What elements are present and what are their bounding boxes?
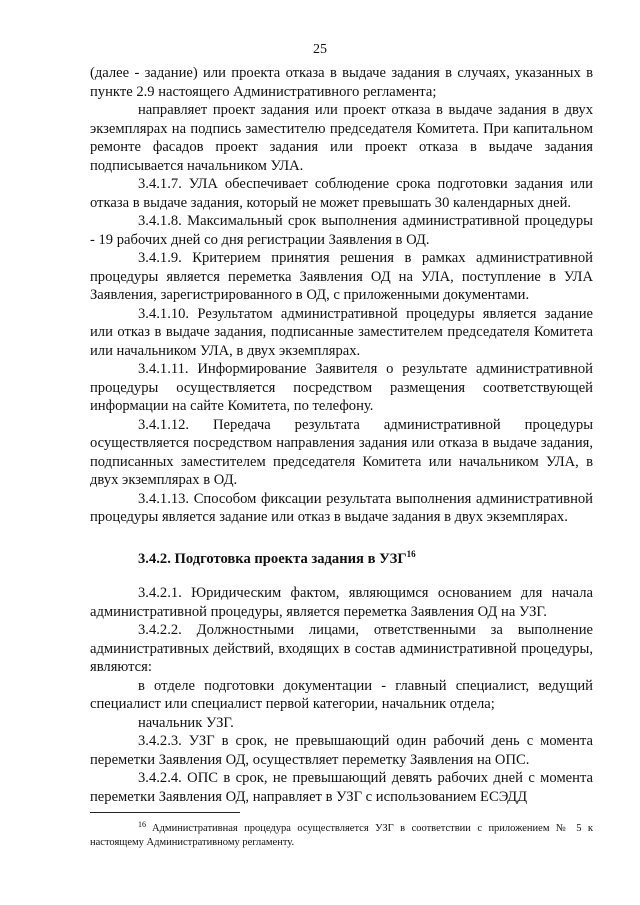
page-number: 25 [313,42,327,57]
paragraph: 3.4.1.8. Максимальный срок выполнения административной процедуры - 19 рабочих дней со дня регистрации Заявления в ОД. [90,213,593,248]
paragraph: в отделе подготовки документации - главный специалист, ведущий специалист или специалист первой категории, начальник отдела; [90,677,593,712]
paragraph: начальник УЗГ. [138,714,234,731]
footnote-mark: 16 [138,820,146,829]
paragraph: (далее - задание) или проекта отказа в выдаче задания в случаях, указанных в пункте 2.9 настоящего Административного регламента; [90,65,593,100]
section-heading-text: 3.4.2. Подготовка проекта задания в УЗГ [138,550,407,567]
footnote-reference: 16 [406,548,416,559]
paragraph: 3.4.2.4. ОПС в срок, не превышающий девять рабочих дней с момента переметки Заявления ОД, направляет в УЗГ с использованием ЕСЭДД [90,770,593,805]
paragraph: 3.4.1.12. Передача результата административной процедуры осуществляется посредством направления задания или отказа в выдаче задания, подписанных заместителем председателя Комитета или начальником УЛА, в двух экземплярах в ОД. [90,416,593,488]
paragraph: 3.4.1.7. УЛА обеспечивает соблюдение срока подготовки задания или отказа в выдаче задания, который не может превышать 30 календарных дней. [90,176,593,211]
paragraph: 3.4.1.13. Способом фиксации результата выполнения административной процедуры является задание или отказ в выдаче задания в двух экземплярах. [90,490,593,525]
paragraph: 3.4.1.10. Результатом административной процедуры является задание или отказ в выдаче задания, подписанные заместителем председателя Комитета или начальником УЛА, в двух экземплярах. [90,305,593,359]
section-heading [90,545,593,569]
paragraph: 3.4.1.11. Информирование Заявителя о результате административной процедуры осуществляется посредством размещения соответствующей информации на сайте Комитета, по телефону. [90,361,593,414]
document-body [90,64,593,806]
paragraph: 3.4.1.9. Критерием принятия решения в рамках административной процедуры является переметка Заявления ОД на УЛА, поступление в УЛА Заявления, зарегистрированного в ОД, с приложенными документами. [90,250,593,303]
paragraph: направляет проект задания или проект отказа в выдаче задания в двух экземплярах на подпись заместителю председателя Комитета. При капитальном ремонте фасадов проект задания или проект отказа в выдаче задания подписывается начальником УЛА. [90,102,593,174]
paragraph: 3.4.2.2. Должностными лицами, ответственными за выполнение административных действий, входящих в состав административной процедуры, являются: [90,622,593,675]
paragraph: 3.4.2.1. Юридическим фактом, являющимся основанием для начала административной процедуры, является переметка Заявления ОД на УЗГ. [90,585,593,620]
footnote-separator [90,812,240,813]
footnote [90,818,593,850]
paragraph: 3.4.2.3. УЗГ в срок, не превышающий один рабочий день с момента переметки Заявления ОД, осуществляет переметку Заявления на ОПС. [90,733,593,768]
footnote-text: Административная процедура осуществляется УЗГ в соответствии с приложением № 5 к настоящему Административному регламенту. [90,823,593,848]
